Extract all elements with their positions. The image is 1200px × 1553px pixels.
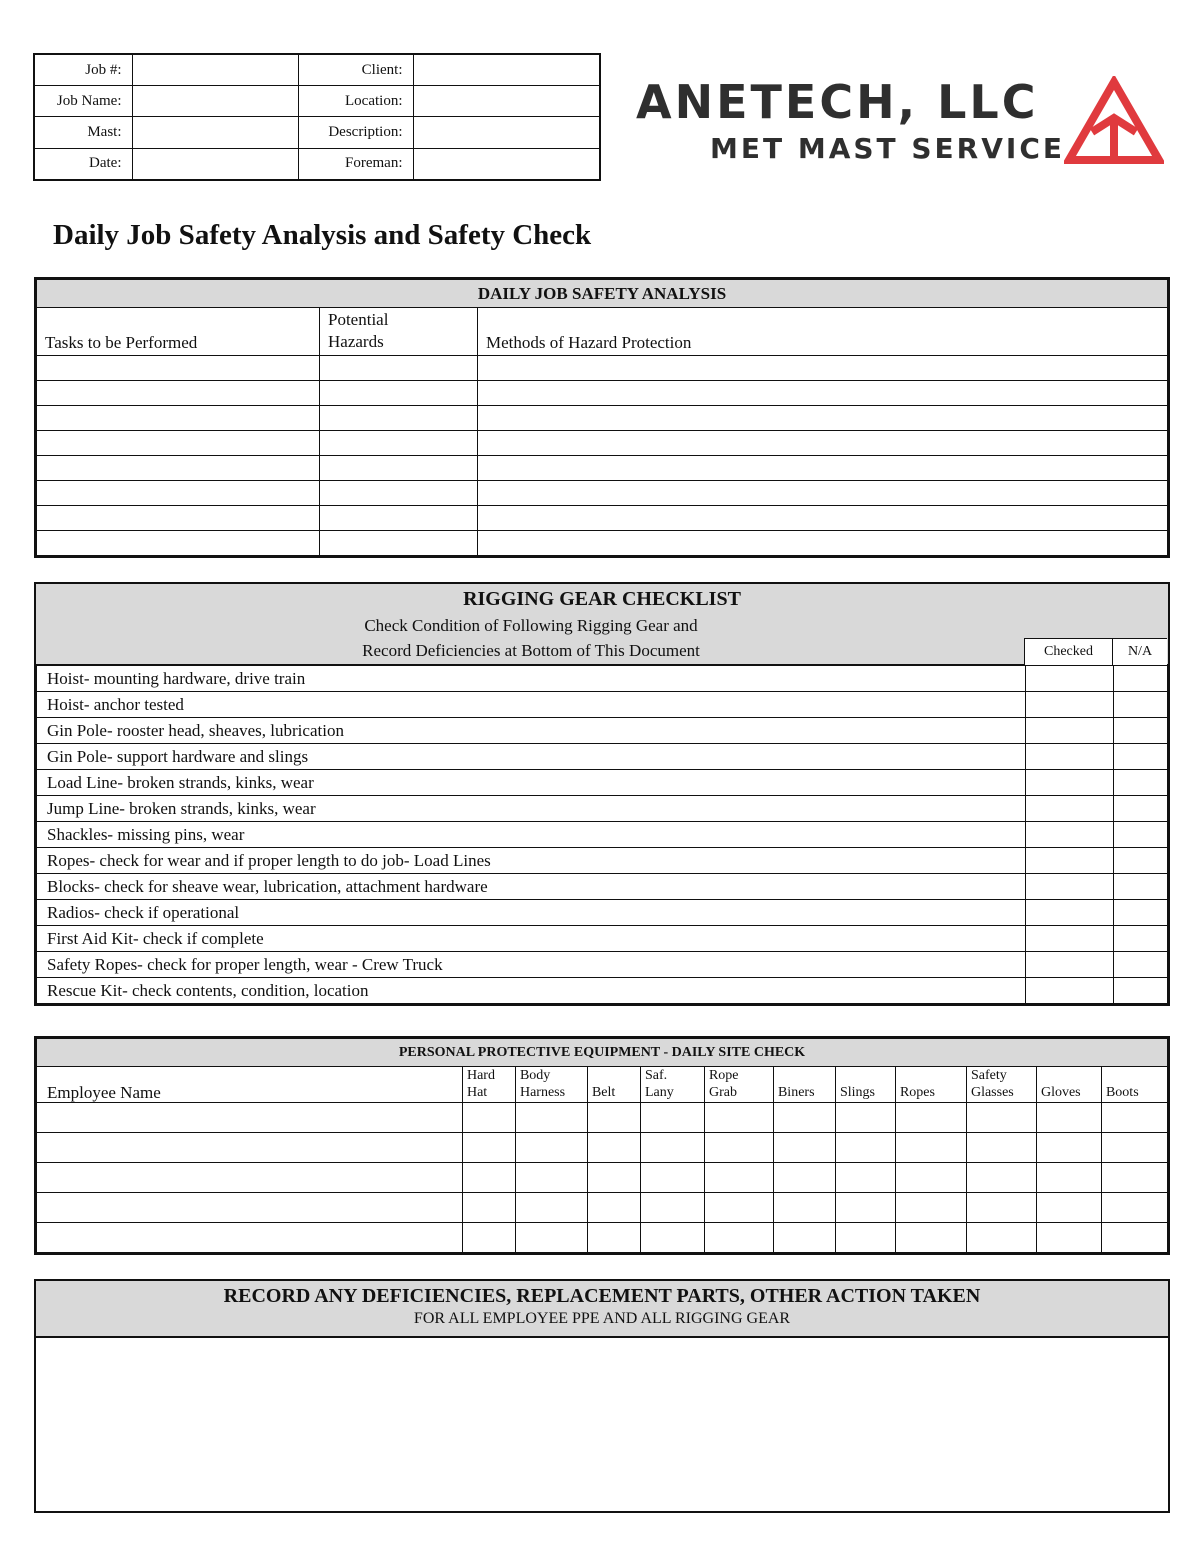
ppe-check-cell[interactable] [1036, 1163, 1101, 1193]
job-info-row [34, 54, 600, 86]
checked-cell[interactable] [1026, 874, 1114, 900]
checked-cell[interactable] [1026, 692, 1114, 718]
ppe-column-header [640, 1067, 704, 1103]
jsa-row [37, 506, 1168, 531]
ppe-column-line2: Slings [839, 1085, 875, 1100]
ppe-check-cell[interactable] [640, 1133, 704, 1163]
deficiencies-subtitle: FOR ALL EMPLOYEE PPE AND ALL RIGGING GEAR [413, 1310, 791, 1327]
ppe-check-cell[interactable] [704, 1133, 773, 1163]
ppe-column-header [773, 1067, 835, 1103]
hazard-cell[interactable] [320, 381, 478, 406]
ppe-title: PERSONAL PROTECTIVE EQUIPMENT - DAILY SITE CHECK [37, 1039, 1168, 1067]
ppe-column-header [1101, 1067, 1167, 1103]
method-cell[interactable] [478, 431, 1168, 456]
jsa-row [37, 481, 1168, 506]
task-cell[interactable] [37, 381, 320, 406]
ppe-check-cell[interactable] [587, 1223, 640, 1253]
ppe-column-line2: Harness [519, 1085, 566, 1100]
field-input[interactable] [413, 148, 600, 180]
ppe-row [37, 1103, 1168, 1133]
ppe-check-cell[interactable] [515, 1133, 587, 1163]
ppe-check-cell[interactable] [895, 1103, 966, 1133]
ppe-column-header [515, 1067, 587, 1103]
deficiencies-header [36, 1281, 1168, 1338]
ppe-check-cell[interactable] [1036, 1223, 1101, 1253]
ppe-check-cell[interactable] [587, 1103, 640, 1133]
checked-cell[interactable] [1026, 848, 1114, 874]
ppe-check-cell[interactable] [704, 1223, 773, 1253]
ppe-check-cell[interactable] [835, 1193, 895, 1223]
ppe-check-cell[interactable] [1036, 1103, 1101, 1133]
task-cell[interactable] [37, 456, 320, 481]
method-cell[interactable] [478, 456, 1168, 481]
checklist-item-label: Hoist- anchor tested [37, 692, 1026, 718]
field-input[interactable] [413, 54, 600, 86]
checklist-row [37, 666, 1168, 692]
na-cell[interactable] [1114, 822, 1168, 848]
checked-cell[interactable] [1026, 900, 1114, 926]
checklist-item-label: First Aid Kit- check if complete [37, 926, 1026, 952]
company-logo [636, 74, 1164, 170]
checklist-item-label: Radios- check if operational [37, 900, 1026, 926]
ppe-check-cell[interactable] [773, 1223, 835, 1253]
field-input[interactable] [132, 86, 298, 117]
job-info-row [34, 86, 600, 117]
task-cell[interactable] [37, 481, 320, 506]
ppe-column-header [895, 1067, 966, 1103]
col-tasks: Tasks to be Performed [37, 308, 320, 356]
field-input[interactable] [413, 86, 600, 117]
jsa-row [37, 406, 1168, 431]
task-cell[interactable] [37, 406, 320, 431]
field-label: Date: [34, 148, 132, 180]
ppe-column-header [462, 1067, 515, 1103]
ppe-column-line1 [592, 1068, 596, 1083]
ppe-check-cell[interactable] [835, 1223, 895, 1253]
task-cell[interactable] [37, 431, 320, 456]
ppe-column-line2: Ropes [899, 1085, 935, 1100]
ppe-check-cell[interactable] [515, 1103, 587, 1133]
method-cell[interactable] [478, 506, 1168, 531]
ppe-check-cell[interactable] [462, 1223, 515, 1253]
ppe-check-cell[interactable] [1101, 1133, 1167, 1163]
company-name: ANETECH, LLC [636, 75, 1039, 129]
field-input[interactable] [413, 117, 600, 148]
col-na: N/A [1112, 638, 1167, 665]
company-subtitle: MET MAST SERVICE [710, 132, 1066, 165]
checklist-item-label: Ropes- check for wear and if proper length to do job- Load Lines [37, 848, 1026, 874]
field-label: Client: [298, 54, 413, 86]
method-cell[interactable] [478, 531, 1168, 556]
checklist-item-label: Safety Ropes- check for proper length, wear - Crew Truck [37, 952, 1026, 978]
checked-cell[interactable] [1026, 770, 1114, 796]
hazard-cell[interactable] [320, 406, 478, 431]
ppe-column-line2: Lany [644, 1085, 674, 1100]
field-label: Mast: [34, 117, 132, 148]
rigging-instruction: Record Deficiencies at Bottom of This Document [362, 641, 700, 660]
ppe-check-cell[interactable] [462, 1133, 515, 1163]
ppe-check-cell[interactable] [587, 1133, 640, 1163]
employee-name-cell[interactable] [37, 1163, 463, 1193]
checked-cell[interactable] [1026, 666, 1114, 692]
ppe-check-cell[interactable] [704, 1103, 773, 1133]
hazard-cell[interactable] [320, 456, 478, 481]
ppe-column-line2: Glasses [970, 1085, 1014, 1100]
checklist-item-label: Shackles- missing pins, wear [37, 822, 1026, 848]
method-cell[interactable] [478, 356, 1168, 381]
col-checked: Checked [1024, 638, 1112, 665]
checklist-row [37, 848, 1168, 874]
ppe-check-cell[interactable] [462, 1163, 515, 1193]
col-hazards [320, 308, 478, 356]
jsa-row [37, 381, 1168, 406]
task-cell[interactable] [37, 506, 320, 531]
method-cell[interactable] [478, 381, 1168, 406]
ppe-check-cell[interactable] [773, 1103, 835, 1133]
na-cell[interactable] [1114, 926, 1168, 952]
ppe-column-line2: Gloves [1040, 1085, 1081, 1100]
checklist-row [37, 796, 1168, 822]
ppe-header-row [37, 1067, 1168, 1103]
checklist-row [37, 822, 1168, 848]
hazard-cell[interactable] [320, 531, 478, 556]
ppe-column-line1 [778, 1068, 782, 1083]
checklist-row [37, 874, 1168, 900]
na-cell[interactable] [1114, 952, 1168, 978]
jsa-row [37, 456, 1168, 481]
ppe-check-cell[interactable] [704, 1193, 773, 1223]
hazard-cell[interactable] [320, 481, 478, 506]
checklist-item-label: Blocks- check for sheave wear, lubrication, attachment hardware [37, 874, 1026, 900]
ppe-check-cell[interactable] [587, 1193, 640, 1223]
checked-cell[interactable] [1026, 978, 1114, 1004]
checklist-item-label: Hoist- mounting hardware, drive train [37, 666, 1026, 692]
field-label: Job Name: [34, 86, 132, 117]
col-hazards-line2: Hazards [328, 332, 384, 351]
field-label: Description: [298, 117, 413, 148]
na-cell[interactable] [1114, 718, 1168, 744]
deficiencies-section [34, 1279, 1170, 1513]
checked-cell[interactable] [1026, 822, 1114, 848]
jsa-row [37, 356, 1168, 381]
ppe-check-cell[interactable] [515, 1163, 587, 1193]
task-cell[interactable] [37, 356, 320, 381]
checklist-row [37, 770, 1168, 796]
checklist-item-label: Load Line- broken strands, kinks, wear [37, 770, 1026, 796]
na-cell[interactable] [1114, 666, 1168, 692]
ppe-column-line1: Safety [970, 1068, 1007, 1083]
col-employee-name: Employee Name [37, 1067, 463, 1103]
ppe-column-header [587, 1067, 640, 1103]
ppe-check-cell[interactable] [773, 1193, 835, 1223]
ppe-check-cell[interactable] [895, 1223, 966, 1253]
ppe-column-line1 [1106, 1068, 1110, 1083]
rigging-header [36, 584, 1168, 665]
ppe-column-line1: Saf. [644, 1068, 668, 1083]
checked-cell[interactable] [1026, 796, 1114, 822]
hazard-cell[interactable] [320, 506, 478, 531]
ppe-column-header [704, 1067, 773, 1103]
ppe-row [37, 1133, 1168, 1163]
checklist-row [37, 926, 1168, 952]
rigging-title: RIGGING GEAR CHECKLIST [463, 588, 741, 610]
ppe-column-line2: Boots [1105, 1085, 1139, 1100]
ppe-column-header [835, 1067, 895, 1103]
na-cell[interactable] [1114, 978, 1168, 1004]
jsa-row [37, 431, 1168, 456]
ppe-check-cell[interactable] [587, 1163, 640, 1193]
checked-cell[interactable] [1026, 926, 1114, 952]
ppe-check-cell[interactable] [966, 1133, 1036, 1163]
checklist-item-label: Rescue Kit- check contents, condition, location [37, 978, 1026, 1004]
ppe-column-line1: Rope [708, 1068, 739, 1083]
ppe-column-line2: Belt [591, 1085, 616, 1100]
method-cell[interactable] [478, 406, 1168, 431]
checklist-item-label: Gin Pole- rooster head, sheaves, lubrication [37, 718, 1026, 744]
deficiencies-title: RECORD ANY DEFICIENCIES, REPLACEMENT PARTS, OTHER ACTION TAKEN [223, 1285, 981, 1307]
checklist-row [37, 952, 1168, 978]
field-input[interactable] [132, 148, 298, 180]
rigging-instruction: Check Condition of Following Rigging Gear and [364, 616, 698, 635]
na-cell[interactable] [1114, 692, 1168, 718]
ppe-check-cell[interactable] [1036, 1193, 1101, 1223]
ppe-check-cell[interactable] [640, 1193, 704, 1223]
ppe-check-cell[interactable] [462, 1193, 515, 1223]
job-info-row [34, 117, 600, 148]
ppe-check-cell[interactable] [1101, 1103, 1167, 1133]
method-cell[interactable] [478, 481, 1168, 506]
jsa-row [37, 531, 1168, 556]
ppe-row [37, 1223, 1168, 1253]
checked-cell[interactable] [1026, 952, 1114, 978]
ppe-column-line2: Hat [466, 1085, 488, 1100]
ppe-check-cell[interactable] [835, 1103, 895, 1133]
hazard-cell[interactable] [320, 356, 478, 381]
ppe-check-cell[interactable] [640, 1103, 704, 1133]
job-info-table [33, 53, 601, 181]
col-methods: Methods of Hazard Protection [478, 308, 1168, 356]
ppe-check-cell[interactable] [966, 1193, 1036, 1223]
ppe-check-cell[interactable] [773, 1163, 835, 1193]
ppe-column-line1 [840, 1068, 844, 1083]
col-hazards-line1: Potential [328, 310, 389, 329]
ppe-check-cell[interactable] [835, 1163, 895, 1193]
employee-name-cell[interactable] [37, 1133, 463, 1163]
checklist-item-label: Jump Line- broken strands, kinks, wear [37, 796, 1026, 822]
ppe-check-cell[interactable] [515, 1193, 587, 1223]
ppe-check-cell[interactable] [704, 1163, 773, 1193]
field-input[interactable] [132, 117, 298, 148]
ppe-check-cell[interactable] [966, 1163, 1036, 1193]
ppe-check-cell[interactable] [966, 1223, 1036, 1253]
ppe-row [37, 1163, 1168, 1193]
ppe-column-line2: Grab [708, 1085, 737, 1100]
ppe-check-cell[interactable] [515, 1223, 587, 1253]
job-info-row [34, 148, 600, 180]
na-cell[interactable] [1114, 900, 1168, 926]
ppe-check-cell[interactable] [773, 1133, 835, 1163]
checked-cell[interactable] [1026, 718, 1114, 744]
jsa-title: DAILY JOB SAFETY ANALYSIS [37, 280, 1168, 308]
ppe-check-cell[interactable] [966, 1103, 1036, 1133]
ppe-check-cell[interactable] [895, 1163, 966, 1193]
na-cell[interactable] [1114, 770, 1168, 796]
na-cell[interactable] [1114, 796, 1168, 822]
field-label: Location: [298, 86, 413, 117]
ppe-column-line1: Body [519, 1068, 551, 1083]
field-input[interactable] [132, 54, 298, 86]
ppe-check-cell[interactable] [640, 1223, 704, 1253]
ppe-section [34, 1036, 1170, 1255]
ppe-column-line1 [900, 1068, 904, 1083]
ppe-check-cell[interactable] [1101, 1223, 1167, 1253]
ppe-column-line1 [1041, 1068, 1045, 1083]
hazard-cell[interactable] [320, 431, 478, 456]
employee-name-cell[interactable] [37, 1193, 463, 1223]
employee-name-cell[interactable] [37, 1103, 463, 1133]
employee-name-cell[interactable] [37, 1223, 463, 1253]
ppe-check-cell[interactable] [1101, 1193, 1167, 1223]
ppe-column-header [966, 1067, 1036, 1103]
checklist-row [37, 900, 1168, 926]
checked-cell[interactable] [1026, 744, 1114, 770]
ppe-check-cell[interactable] [1036, 1133, 1101, 1163]
ppe-column-header [1036, 1067, 1101, 1103]
na-cell[interactable] [1114, 874, 1168, 900]
ppe-column-line1: Hard [466, 1068, 495, 1083]
na-cell[interactable] [1114, 848, 1168, 874]
triangle-logo-icon [1064, 76, 1164, 166]
ppe-check-cell[interactable] [835, 1133, 895, 1163]
checklist-row [37, 978, 1168, 1004]
na-cell[interactable] [1114, 744, 1168, 770]
rigging-section [34, 582, 1170, 1006]
ppe-check-cell[interactable] [895, 1133, 966, 1163]
checklist-row [37, 718, 1168, 744]
ppe-column-line2: Biners [777, 1085, 815, 1100]
field-label: Job #: [34, 54, 132, 86]
ppe-check-cell[interactable] [895, 1193, 966, 1223]
checklist-row [37, 744, 1168, 770]
checklist-row [37, 692, 1168, 718]
jsa-section [34, 277, 1170, 558]
page-title: Daily Job Safety Analysis and Safety Check [53, 219, 592, 251]
ppe-check-cell[interactable] [1101, 1163, 1167, 1193]
ppe-row [37, 1193, 1168, 1223]
field-label: Foreman: [298, 148, 413, 180]
checklist-item-label: Gin Pole- support hardware and slings [37, 744, 1026, 770]
task-cell[interactable] [37, 531, 320, 556]
ppe-check-cell[interactable] [462, 1103, 515, 1133]
deficiencies-notes-area[interactable] [36, 1338, 1168, 1511]
ppe-check-cell[interactable] [640, 1163, 704, 1193]
